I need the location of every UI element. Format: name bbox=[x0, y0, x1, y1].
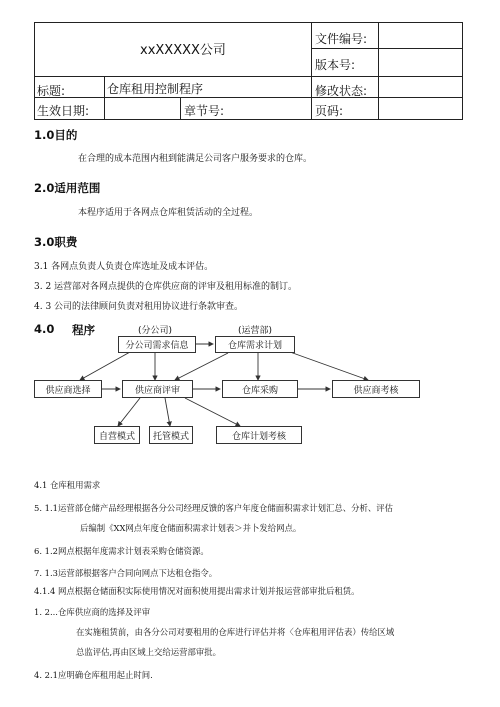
section-4-number: 4.0 bbox=[34, 322, 55, 336]
node-company-demand: 分公司需求信息 bbox=[118, 336, 196, 353]
list-item: 4. 3 公司的法律顾问负责对租用协议进行条款审查。 bbox=[34, 302, 244, 312]
body-line: 1. 2...仓库供应商的选择及评审 bbox=[34, 607, 151, 617]
effective-date-label: 生效日期: bbox=[37, 104, 90, 118]
body-line: 在实施租赁前，由各分公司对要租用的仓库进行评估并将〈仓库租用评估表）传给区域 bbox=[76, 627, 395, 637]
node-warehouse-purchase: 仓库采购 bbox=[222, 380, 298, 398]
node-warehouse-plan: 仓库需求计划 bbox=[215, 336, 295, 353]
node-supplier-select: 供应商选择 bbox=[34, 380, 102, 398]
list-item: 3. 2 运营部对各网点提供的仓库供应商的评审及租用标准的制订。 bbox=[34, 282, 298, 292]
title-value: 仓库租用控制程序 bbox=[107, 82, 204, 96]
section-2-text: 本程序适用于各网点仓库租赁活动的全过程。 bbox=[78, 208, 259, 218]
list-item: 3.1 各网点负责人负责仓库选址及成本评估。 bbox=[34, 262, 214, 272]
title-label: 标题: bbox=[37, 84, 66, 98]
chapter-label: 章节号: bbox=[184, 104, 225, 118]
node-supplier-assess: 供应商考核 bbox=[332, 380, 420, 398]
section-3-heading: 3.0职费 bbox=[34, 235, 78, 249]
node-plan-assess: 仓库计划考核 bbox=[216, 426, 302, 444]
dept-label-company: (分公司) bbox=[138, 326, 173, 336]
section-2-heading: 2.0适用范围 bbox=[34, 181, 101, 195]
page-label: 页码: bbox=[315, 104, 344, 118]
revision-label: 修改状态: bbox=[315, 84, 368, 98]
body-line: 4. 2.1应明确仓库租用起止时间. bbox=[34, 670, 153, 680]
body-line: 7. 1.3运营部根据客户合同向网点下达租仓指令。 bbox=[34, 568, 218, 578]
node-self-mode: 自营模式 bbox=[94, 426, 140, 444]
company-name: xxXXXXX公司 bbox=[140, 43, 226, 58]
dept-label-ops: (运营部) bbox=[238, 326, 273, 336]
section-4-heading: 程序 bbox=[72, 323, 95, 337]
body-line: 5. 1.1运营部仓储产品经理根据各分公司经理反馈的客户年度仓储面积需求计划汇总、分析、评估 bbox=[34, 503, 393, 513]
body-line: 后编制《XX网点年度仓储面积需求计划表＞并卜发给网点。 bbox=[80, 523, 302, 533]
section-1-heading: 1.0目的 bbox=[34, 128, 78, 142]
body-line: 4.1 仓库租用需求 bbox=[34, 480, 101, 490]
body-line: 4.1.4 网点根据仓储面积实际使用情况对面积使用提出需求计划并报运营部审批后租赁。 bbox=[34, 586, 360, 596]
body-line: 6. 1.2网点根据年度需求计划表采购仓储资源。 bbox=[34, 546, 209, 556]
node-trust-mode: 托管模式 bbox=[149, 426, 193, 444]
doc-no-label: 文件编号: bbox=[315, 32, 368, 46]
section-1-text: 在合理的成本范围内租到能满足公司客户服务要求的仓库。 bbox=[78, 154, 313, 164]
body-line: 总监评估,再由区域上交给运营部审批。 bbox=[76, 647, 222, 657]
node-supplier-review: 供应商评审 bbox=[122, 380, 193, 398]
version-label: 版本号: bbox=[315, 58, 356, 72]
